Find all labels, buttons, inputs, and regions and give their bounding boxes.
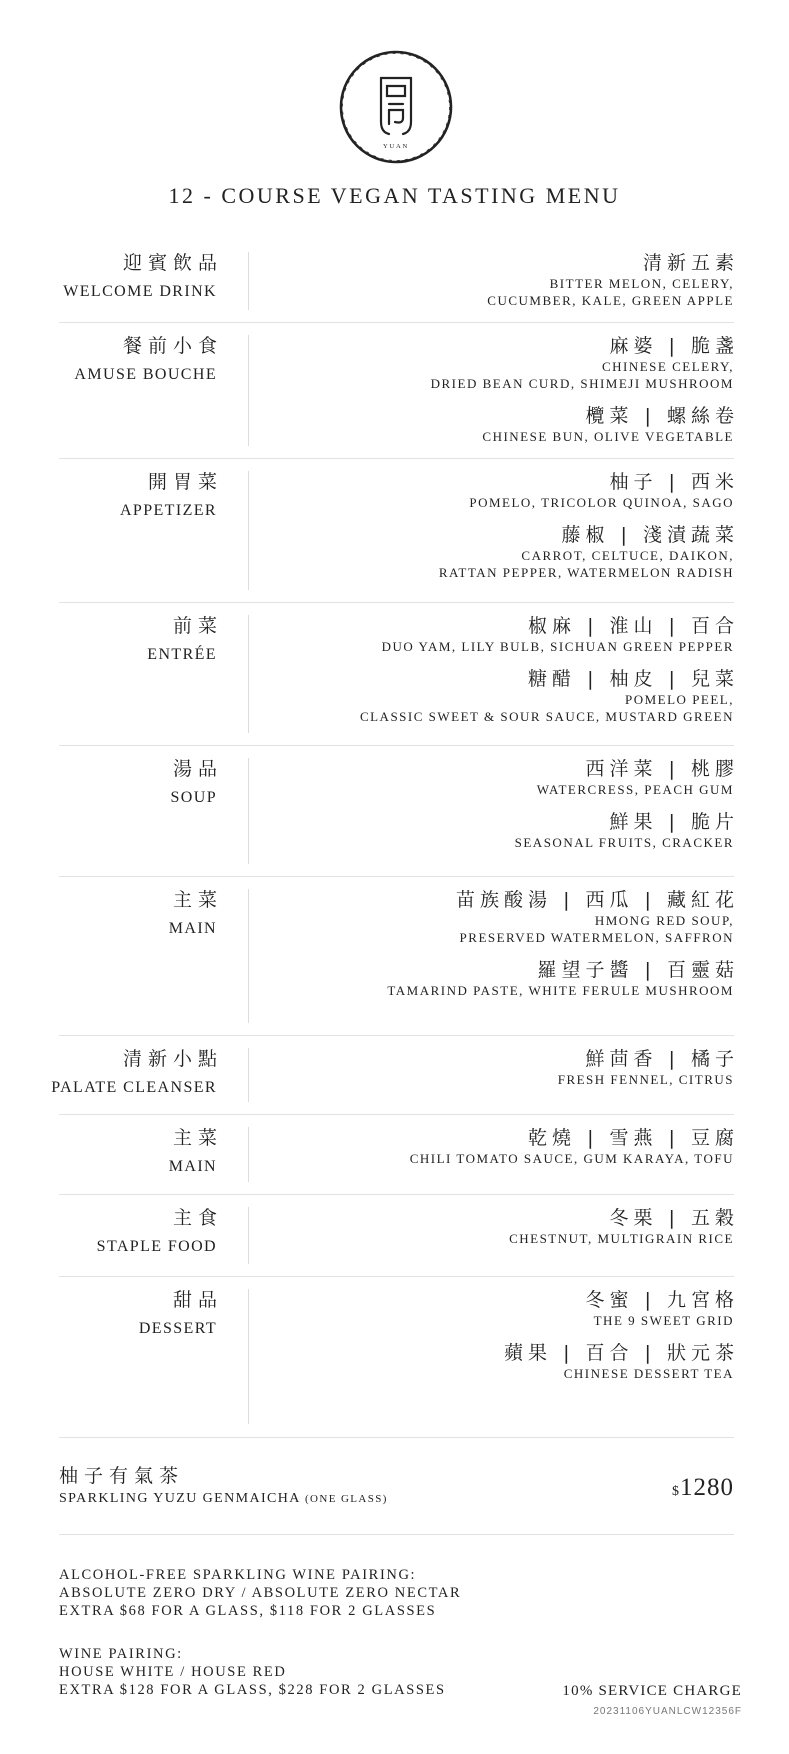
vertical-divider (248, 1289, 249, 1424)
dish-item (259, 1047, 739, 1088)
dish-ingredients: FRESH FENNEL, CITRUS (557, 1072, 734, 1087)
course-label (59, 1125, 223, 1177)
vertical-divider (248, 615, 249, 733)
dish-item (259, 810, 739, 851)
dish-item (259, 888, 739, 946)
course-english-name: ENTRÉE (147, 646, 217, 663)
course-chinese-name: 主菜 (172, 889, 223, 911)
currency-symbol: $ (672, 1484, 680, 1499)
course-dishes (259, 757, 739, 863)
course-chinese-name: 前菜 (172, 615, 223, 637)
course-chinese-name: 主菜 (172, 1127, 223, 1149)
pairing-line: ALCOHOL-FREE SPARKLING WINE PAIRING: (59, 1567, 417, 1583)
dish-chinese-name: 西洋菜 | 桃膠 (585, 758, 739, 780)
price-value: 1280 (680, 1474, 734, 1501)
section-divider (59, 1276, 734, 1277)
logo-text: YUAN (383, 143, 409, 150)
pairing-line: EXTRA $68 FOR A GLASS, $118 FOR 2 GLASSES (59, 1603, 437, 1619)
dish-chinese-name: 蘋果 | 百合 | 狀元茶 (504, 1342, 739, 1364)
section-divider (59, 458, 734, 459)
course-section (51, 1036, 739, 1114)
course-label (59, 1287, 223, 1339)
course-section (59, 746, 739, 876)
addon-drink-english-name (59, 1491, 388, 1507)
dish-ingredients: CHESTNUT, MULTIGRAIN RICE (509, 1231, 734, 1246)
page-title: 12 - COURSE VEGAN TASTING MENU (168, 183, 621, 208)
course-dishes (259, 251, 739, 321)
dish-ingredients: CHINESE DESSERT TEA (563, 1366, 734, 1381)
course-english-name: MAIN (168, 920, 217, 937)
dish-ingredients: WATERCRESS, PEACH GUM (536, 782, 734, 797)
course-section (59, 603, 739, 745)
vertical-divider (248, 1127, 249, 1182)
course-section (59, 459, 739, 602)
course-section (59, 323, 739, 458)
course-dishes (259, 1288, 739, 1394)
dish-ingredients: POMELO PEEL, CLASSIC SWEET & SOUR SAUCE, MUSTARD GREEN (359, 692, 734, 724)
course-chinese-name: 迎賓飲品 (122, 252, 223, 274)
vertical-divider (248, 252, 249, 310)
vertical-divider (248, 758, 249, 864)
vertical-divider (248, 335, 249, 446)
course-chinese-name: 餐前小食 (122, 335, 223, 357)
dish-chinese-name: 清新五素 (642, 252, 739, 274)
course-dishes (259, 1126, 739, 1179)
dish-chinese-name: 乾燒 | 雪燕 | 豆腐 (528, 1127, 739, 1149)
dish-chinese-name: 椒麻 | 淮山 | 百合 (528, 615, 739, 637)
vertical-divider (248, 1207, 249, 1264)
course-english-name: PALATE CLEANSER (51, 1079, 217, 1096)
yuan-seal-logo-icon (337, 48, 455, 166)
dish-ingredients: CHINESE BUN, OLIVE VEGETABLE (482, 429, 734, 444)
dish-item (259, 757, 739, 798)
course-label (59, 887, 223, 939)
pairing-line: ABSOLUTE ZERO DRY / ABSOLUTE ZERO NECTAR (59, 1585, 462, 1601)
pairing-line: HOUSE WHITE / HOUSE RED (59, 1664, 287, 1680)
dish-item (259, 251, 739, 309)
section-divider (59, 322, 734, 323)
section-divider (59, 1194, 734, 1195)
course-english-name: SOUP (170, 789, 217, 806)
section-divider (59, 745, 734, 746)
dish-item (259, 958, 739, 999)
dish-item (259, 1288, 739, 1329)
alcohol-free-pairing (59, 1566, 461, 1620)
dish-chinese-name: 麻婆 | 脆盞 (609, 335, 739, 357)
dish-item (259, 523, 739, 581)
course-section (59, 1195, 739, 1276)
course-chinese-name: 湯品 (172, 758, 223, 780)
course-english-name: STAPLE FOOD (96, 1238, 217, 1255)
dish-ingredients: POMELO, TRICOLOR QUINOA, SAGO (469, 495, 734, 510)
dish-chinese-name: 柚子 | 西米 (609, 471, 739, 493)
addon-drink-note: (ONE GLASS) (304, 1493, 388, 1505)
course-chinese-name: 清新小點 (122, 1048, 223, 1070)
course-dishes (259, 1047, 739, 1100)
course-label (59, 250, 223, 302)
dish-chinese-name: 糖醋 | 柚皮 | 兒菜 (528, 668, 739, 690)
course-chinese-name: 開胃菜 (147, 471, 223, 493)
dish-chinese-name: 鮮果 | 脆片 (609, 811, 739, 833)
dish-item (259, 667, 739, 725)
section-divider (59, 1534, 734, 1535)
pairing-line: WINE PAIRING: (59, 1646, 183, 1662)
dish-chinese-name: 欖菜 | 螺絲卷 (585, 405, 739, 427)
pairing-line: EXTRA $128 FOR A GLASS, $228 FOR 2 GLASSES (59, 1682, 446, 1698)
dish-ingredients: SEASONAL FRUITS, CRACKER (514, 835, 734, 850)
course-english-name: APPETIZER (119, 502, 217, 519)
vertical-divider (248, 471, 249, 590)
course-label (59, 756, 223, 808)
dish-item (259, 1206, 739, 1247)
course-label (59, 1205, 223, 1257)
dish-item (259, 1126, 739, 1167)
dish-item (259, 1341, 739, 1382)
course-section (59, 1115, 739, 1194)
service-charge: 10% SERVICE CHARGE (562, 1683, 742, 1699)
section-divider (59, 602, 734, 603)
vertical-divider (248, 1048, 249, 1102)
dish-ingredients: DUO YAM, LILY BULB, SICHUAN GREEN PEPPER (381, 639, 734, 654)
course-label (59, 469, 223, 521)
course-dishes (259, 888, 739, 1011)
course-english-name: MAIN (168, 1158, 217, 1175)
dish-ingredients: THE 9 SWEET GRID (593, 1313, 734, 1328)
section-divider (59, 876, 734, 877)
dish-chinese-name: 苗族酸湯 | 西瓜 | 藏紅花 (456, 889, 739, 911)
dish-ingredients: CARROT, CELTUCE, DAIKON, RATTAN PEPPER, WATERMELON RADISH (438, 548, 734, 580)
course-chinese-name: 甜品 (172, 1289, 223, 1311)
dish-item (259, 470, 739, 511)
course-section (59, 240, 739, 322)
reference-code: 20231106YUANLCW12356F (593, 1706, 742, 1717)
dish-chinese-name: 冬蜜 | 九宮格 (585, 1289, 739, 1311)
dish-chinese-name: 藤椒 | 淺漬蔬菜 (561, 524, 739, 546)
dish-ingredients: CHILI TOMATO SAUCE, GUM KARAYA, TOFU (409, 1151, 734, 1166)
dish-ingredients: TAMARIND PASTE, WHITE FERULE MUSHROOM (387, 983, 734, 998)
course-section (59, 877, 739, 1035)
section-divider (59, 1035, 734, 1036)
addon-drink-name: SPARKLING YUZU GENMAICHA (59, 1491, 301, 1506)
addon-drink-price (620, 1474, 734, 1502)
dish-item (259, 404, 739, 445)
addon-drink-chinese-name: 柚子有氣茶 (59, 1465, 185, 1487)
vertical-divider (248, 889, 249, 1023)
course-label (34, 1046, 223, 1098)
course-english-name: WELCOME DRINK (63, 283, 217, 300)
dish-chinese-name: 冬栗 | 五穀 (609, 1207, 739, 1229)
course-english-name: DESSERT (138, 1320, 217, 1337)
course-dishes (259, 614, 739, 737)
course-label (59, 613, 223, 665)
dish-ingredients: HMONG RED SOUP, PRESERVED WATERMELON, SAFFRON (459, 913, 734, 945)
dish-ingredients: CHINESE CELERY, DRIED BEAN CURD, SHIMEJI MUSHROOM (430, 359, 734, 391)
course-english-name: AMUSE BOUCHE (74, 366, 217, 383)
dish-ingredients: BITTER MELON, CELERY, CUCUMBER, KALE, GREEN APPLE (487, 276, 734, 308)
course-section (59, 1277, 739, 1436)
dish-item (259, 614, 739, 655)
wine-pairing (59, 1645, 446, 1699)
course-dishes (259, 470, 739, 593)
section-divider (59, 1114, 734, 1115)
course-dishes (259, 1206, 739, 1259)
dish-chinese-name: 羅望子醬 | 百靈菇 (537, 959, 739, 981)
section-divider (59, 1437, 734, 1438)
course-dishes (259, 334, 739, 457)
course-chinese-name: 主食 (172, 1207, 223, 1229)
course-label (59, 333, 223, 385)
dish-chinese-name: 鮮茴香 | 橘子 (585, 1048, 739, 1070)
dish-item (259, 334, 739, 392)
